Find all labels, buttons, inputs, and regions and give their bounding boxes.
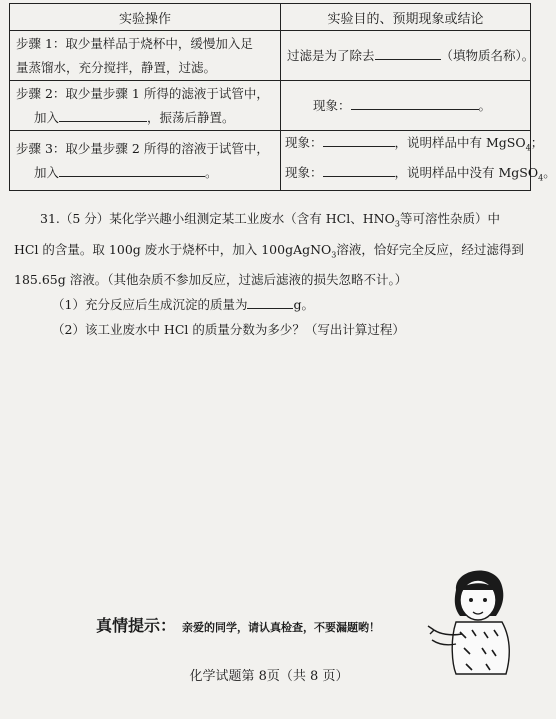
table-header-row	[10, 4, 531, 31]
student-cartoon-illustration	[426, 560, 522, 676]
step2-result	[281, 81, 531, 131]
step1-operation	[10, 31, 281, 81]
q31-line1: 31.（5 分）某化学兴趣小组测定某工业废水（含有 HCl、$HNO_3$等可溶性杂质）中	[40, 211, 500, 229]
answer-blank[interactable]	[59, 164, 205, 177]
step2-operation	[10, 81, 281, 131]
reminder-text: 亲爱的同学，请认真检查，不要漏题哟！	[182, 621, 381, 634]
answer-blank[interactable]	[351, 97, 479, 110]
subscript: 3	[394, 219, 400, 229]
reminder-label: 真情提示：	[96, 616, 177, 635]
step3-conclusion1: ，说明样品中有 MgSO	[394, 135, 526, 150]
step2-end: 。	[478, 97, 492, 113]
step3-add-label: 加入	[34, 164, 60, 180]
q31-line2: HCl 的含量。取 100g 废水于烧杯中，加入 100gAgNO$_3$溶液，恰好完全反应，经过滤得到	[14, 241, 524, 259]
step3-result	[281, 131, 556, 191]
step2-add-label: 加入	[34, 109, 60, 125]
step2-line1: 步骤 2：取少量步骤 1 所得的滤液于试管中，	[16, 85, 269, 101]
step3-conclusion2-end: 。	[543, 164, 556, 180]
subscript: 4	[538, 173, 544, 182]
page-footer: 化学试题第 8页（共 8 页）	[189, 669, 349, 684]
step1-result-text: 过滤是为了除去	[287, 47, 375, 63]
table-row	[10, 131, 531, 191]
q31-sub2: （2）该工业废水中 HCl 的质量分数为多少？（写出计算过程）	[52, 322, 405, 337]
step3-conclusion2: ，说明样品中没有 MgSO	[394, 164, 539, 180]
step1-result-hint: （填物质名称）。	[440, 47, 535, 63]
step2-phenomenon-label: 现象：	[313, 97, 351, 113]
header-operation: 实验操作	[10, 4, 281, 31]
step3-line1: 步骤 3：取少量步骤 2 所得的溶液于试管中，	[16, 140, 269, 156]
step1-line2: 量蒸馏水，充分搅拌，静置，过滤。	[16, 59, 217, 75]
answer-blank[interactable]	[323, 134, 395, 147]
step3-phenomenon2-label: 现象：	[285, 164, 323, 180]
question-31	[14, 206, 530, 342]
q31-sub1: （1）充分反应后生成沉淀的质量为 g。	[52, 297, 314, 312]
answer-blank[interactable]	[59, 109, 147, 122]
reminder	[96, 613, 380, 636]
table-row	[10, 31, 531, 81]
answer-blank[interactable]	[375, 47, 441, 60]
subscript: 3	[331, 250, 337, 259]
answer-blank[interactable]	[323, 164, 395, 177]
experiment-table	[9, 3, 556, 191]
subscript: 4	[525, 143, 531, 153]
answer-blank[interactable]	[247, 296, 293, 309]
step1-line1: 步骤 1：取少量样品于烧杯中，缓慢加入足	[16, 35, 253, 51]
step3-phenomenon1-label: 现象：	[285, 135, 323, 150]
step1-result	[281, 31, 535, 81]
q31-line3: 185.65g 溶液。（其他杂质不参加反应，过滤后滤液的损失忽略不计。）	[14, 272, 408, 287]
step2-line2-end: ，振荡后静置。	[147, 109, 235, 125]
step3-end: 。	[205, 164, 218, 180]
header-purpose: 实验目的、预期现象或结论	[281, 4, 531, 31]
step3-conclusion1-end: ；	[530, 135, 544, 150]
step3-operation	[10, 131, 281, 191]
table-row	[10, 81, 531, 131]
